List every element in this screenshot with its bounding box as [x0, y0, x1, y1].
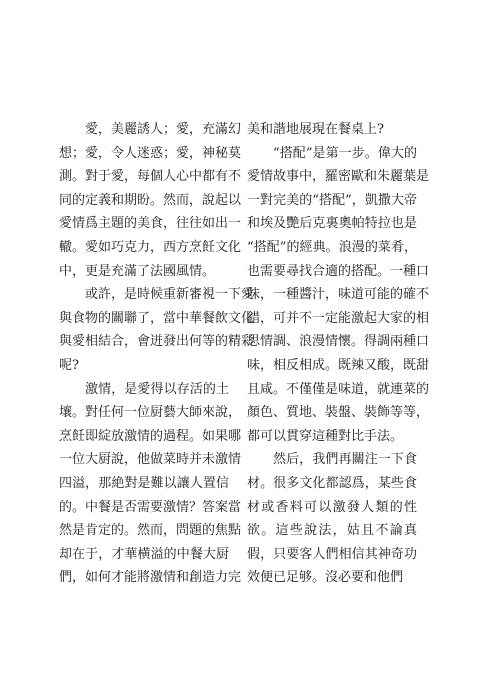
text-line: 或許，是時候重新審視一下愛	[85, 287, 255, 303]
text-line: 烹飪即綻放激情的過程。如果哪	[59, 428, 242, 444]
text-line: 的。中餐是否需要激情？答案當	[59, 499, 242, 515]
text-line: 假，只要客人們相信其神奇功	[247, 546, 417, 562]
text-line: 然后，我們再關注一下食	[273, 452, 417, 468]
text-line: 欲。這些說法，姑且不論真	[247, 523, 417, 539]
text-line: 都可以貫穿這種對比手法。	[247, 428, 404, 444]
left-text-column	[59, 118, 255, 590]
text-line: 思情調、浪漫情懷。得調兩種口	[247, 334, 430, 350]
text-line: 與愛相結合，會迸發出何等的精彩	[59, 334, 255, 350]
text-line: 呢?	[59, 357, 79, 373]
text-line: 測。對于愛，每個人心中都有不	[59, 169, 242, 185]
text-line: 們，如何才能將激情和創造力完	[59, 570, 242, 586]
text-line: 材或香料可以激發人類的性	[247, 499, 417, 515]
text-line: 味，相反相成。既辣又酸，既甜	[247, 357, 430, 373]
text-line: 一位大厨說，他做菜時并未激情	[59, 452, 242, 468]
text-line: 想；愛，令人迷惑；愛，神秘莫	[59, 145, 242, 161]
text-line: 然是肯定的。然而，問題的焦點	[59, 523, 242, 539]
text-line: 轍。愛如巧克力，西方烹飪文化	[59, 239, 242, 255]
text-line: 顏色、質地、裝盤、裝飾等等，	[247, 405, 430, 421]
text-line: 且咸。不僅僅是味道，就連菜的	[247, 381, 430, 397]
text-line: 也需要尋找合適的搭配。一種口	[247, 263, 430, 279]
text-line: 愛情爲主題的美食，往往如出一	[59, 216, 242, 232]
text-line: 愛情故事中，羅密歐和朱麗葉是	[247, 169, 430, 185]
text-line: 味，一種醬汁，味道可能的確不	[247, 287, 430, 303]
right-text-column	[247, 118, 430, 590]
text-line: 美和諧地展現在餐桌上?	[247, 122, 384, 137]
text-line: 錯，可并不一定能激起大家的相	[247, 310, 430, 326]
text-line: 與食物的關聯了，當中華餐飲文化	[59, 310, 255, 326]
text-line: 壤。對任何一位厨藝大師來說，	[59, 405, 242, 421]
text-line: “搭配”是第一步。偉大的	[273, 145, 417, 161]
text-line: 同的定義和期盼。然而，說起以	[59, 192, 242, 208]
text-line: 效便已足够。沒必要和他們	[247, 570, 404, 586]
text-line: 四溢，那絶對是難以讓人置信	[59, 475, 229, 491]
text-line: “搭配”的經典。浪漫的菜肴，	[247, 239, 417, 255]
text-line: 激情，是愛得以存活的土	[85, 381, 229, 397]
text-line: 中，更是充滿了法國風情。	[59, 263, 216, 279]
text-line: 一對完美的“搭配”，凱撒大帝	[247, 192, 417, 208]
text-line: 愛，美麗誘人；愛，充滿幻	[85, 122, 242, 137]
text-line: 材。很多文化都認爲，某些食	[247, 475, 417, 491]
text-line: 却在于，才華横溢的中餐大厨	[59, 546, 229, 562]
text-line: 和埃及艷后克裏奧帕特拉也是	[247, 216, 417, 232]
